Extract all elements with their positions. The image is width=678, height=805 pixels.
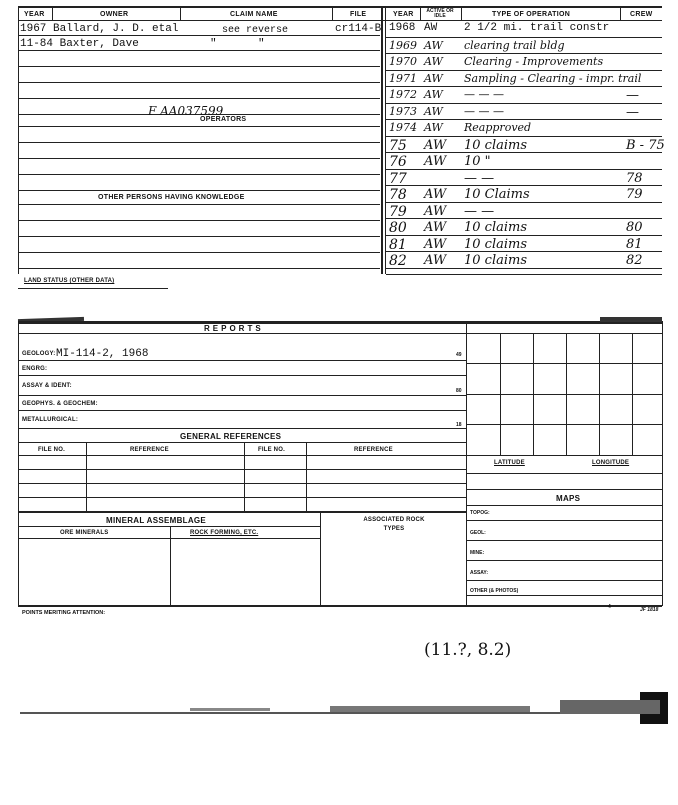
operation-status: AW <box>424 121 443 134</box>
land-status-label: LAND STATUS (OTHER DATA) <box>24 278 115 284</box>
operation-year: 1970 <box>389 55 417 68</box>
owner-row-1: 1967 Ballard, J. D. etal <box>20 23 179 35</box>
geology-label: GEOLOGY: <box>22 351 56 357</box>
operation-crew: 81 <box>626 236 643 252</box>
header-year-2: YEAR <box>393 11 414 18</box>
operation-crew: — <box>626 88 639 103</box>
operation-type: 10 claims <box>464 220 528 235</box>
other-persons-label: OTHER PERSONS HAVING KNOWLEDGE <box>98 194 245 201</box>
coordinates-note: (11.?, 8.2) <box>424 640 512 660</box>
operation-type: 10 claims <box>464 137 528 153</box>
operators-label: OPERATORS <box>200 116 247 123</box>
gr-reference-2: REFERENCE <box>354 447 393 453</box>
owner-row-1-claim: see reverse <box>222 25 289 36</box>
operation-type: 10 Claims <box>464 187 530 202</box>
operators-note: F AA037599 <box>148 104 224 118</box>
engrg-label: ENGRG: <box>22 366 48 372</box>
operation-status: AW <box>424 38 443 52</box>
header-file: FILE <box>350 11 367 18</box>
operation-year: 1972 <box>389 88 417 101</box>
metal-num: 18 <box>456 422 462 428</box>
operation-rule <box>386 268 662 269</box>
operation-status: AW <box>424 236 447 252</box>
operation-status: AW <box>424 55 443 68</box>
operation-status: AW <box>424 220 447 235</box>
operation-year: 80 <box>389 220 407 236</box>
points-meriting-label: POINTS MERITING ATTENTION: <box>22 610 106 616</box>
operation-year: 78 <box>389 187 407 203</box>
longitude-label: LONGITUDE <box>592 460 630 466</box>
operation-type: — — <box>464 203 495 219</box>
operation-rule <box>386 86 662 87</box>
operation-crew: B - 75 <box>626 137 665 153</box>
geology-num: 49 <box>456 352 462 358</box>
operation-crew: 79 <box>626 187 643 202</box>
operation-type: — — <box>464 170 495 186</box>
operation-year: 82 <box>389 253 407 269</box>
operation-status: AW <box>424 137 447 153</box>
geology-value: MI-114-2, 1968 <box>56 348 149 360</box>
header-crew: CREW <box>630 11 653 18</box>
operation-type: — — — <box>464 88 504 101</box>
operation-type: 10 claims <box>464 253 528 268</box>
operation-year: 1971 <box>389 71 417 85</box>
header-claim-name: CLAIM NAME <box>230 11 278 18</box>
operation-type: — — — <box>464 104 504 118</box>
general-refs-title: GENERAL REFERENCES <box>180 432 282 441</box>
geophys-label: GEOPHYS. & GEOCHEM: <box>22 401 98 407</box>
reports-title: REPORTS <box>204 324 264 333</box>
maps-assay: ASSAY: <box>470 570 489 576</box>
mineral-rock: ROCK FORMING, ETC. <box>190 530 259 536</box>
maps-title: MAPS <box>556 494 581 503</box>
operation-year: 1973 <box>389 104 417 118</box>
operation-rule <box>386 218 662 219</box>
metallurgical-label: METALLURGICAL: <box>22 417 79 423</box>
owner-row-2-claim-2: " <box>258 38 265 50</box>
operation-year: 77 <box>389 170 407 187</box>
operation-rule <box>386 152 662 153</box>
operation-rule <box>386 235 662 236</box>
gr-reference: REFERENCE <box>130 447 169 453</box>
assay-num: 80 <box>456 388 462 394</box>
operation-rule <box>386 53 662 54</box>
operation-status: AW <box>424 203 447 219</box>
operation-crew: — <box>626 104 639 120</box>
operation-crew: 78 <box>626 170 643 186</box>
operation-year: 1974 <box>389 121 417 134</box>
operation-type: 10 claims <box>464 236 528 252</box>
gr-file-no: FILE NO. <box>38 447 65 453</box>
operation-crew: 82 <box>626 253 643 268</box>
assay-label: ASSAY & IDENT: <box>22 383 72 389</box>
owner-row-2: 11-84 Baxter, Dave <box>20 38 139 50</box>
corner-mark: 4 <box>608 604 611 610</box>
operation-rule <box>386 185 662 186</box>
owner-row-1-file: cr114-B <box>335 23 382 35</box>
operation-status: AW <box>424 88 443 101</box>
operation-type: clearing trail bldg <box>464 38 565 52</box>
operation-rule <box>386 70 662 71</box>
operation-rule <box>386 119 662 120</box>
owner-row-2-claim: " <box>210 38 217 50</box>
header-type-of-operation: TYPE OF OPERATION <box>492 11 571 18</box>
operation-status: AW <box>424 253 447 268</box>
operation-type: Clearing - Improvements <box>464 55 604 68</box>
operation-year: 1969 <box>389 38 417 52</box>
mineral-title: MINERAL ASSEMBLAGE <box>106 516 207 525</box>
header-owner: OWNER <box>100 11 129 18</box>
operation-year: 75 <box>389 137 407 154</box>
operation-type: Reapproved <box>464 121 532 134</box>
header-active-idle: ACTIVE OR IDLE <box>426 8 454 19</box>
operation-status: AW <box>424 187 447 202</box>
operation-rule <box>386 103 662 104</box>
latitude-label: LATITUDE <box>494 460 525 466</box>
operation-status: AW <box>424 71 443 85</box>
operation-status: AW <box>424 22 438 34</box>
form-number: JF 1818 <box>640 607 659 613</box>
operation-year: 1968 <box>389 22 416 34</box>
operation-year: 79 <box>389 203 407 220</box>
operation-status: AW <box>424 154 447 169</box>
operation-type: Sampling - Clearing - impr. trail <box>464 71 642 85</box>
operation-type: 10 " <box>464 154 491 169</box>
maps-geol: GEOL: <box>470 530 486 536</box>
operation-crew: 80 <box>626 220 643 235</box>
maps-mine: MINE: <box>470 550 485 556</box>
operation-year: 81 <box>389 236 407 253</box>
operation-rule <box>386 202 662 203</box>
header-year: YEAR <box>24 11 45 18</box>
gr-file-no-2: FILE NO. <box>258 447 285 453</box>
operation-status: AW <box>424 104 443 118</box>
maps-topog: TOPOG: <box>470 510 490 516</box>
operation-type: 2 1/2 mi. trail constr <box>464 22 610 34</box>
operation-year: 76 <box>389 154 407 170</box>
mineral-assoc: ASSOCIATED ROCK TYPES <box>363 517 425 532</box>
operation-rule <box>386 136 662 137</box>
maps-other: OTHER (& PHOTOS) <box>470 588 519 594</box>
operation-rule <box>386 251 662 252</box>
operation-rule <box>386 37 662 38</box>
mineral-ore: ORE MINERALS <box>60 530 109 536</box>
operation-rule <box>386 169 662 170</box>
